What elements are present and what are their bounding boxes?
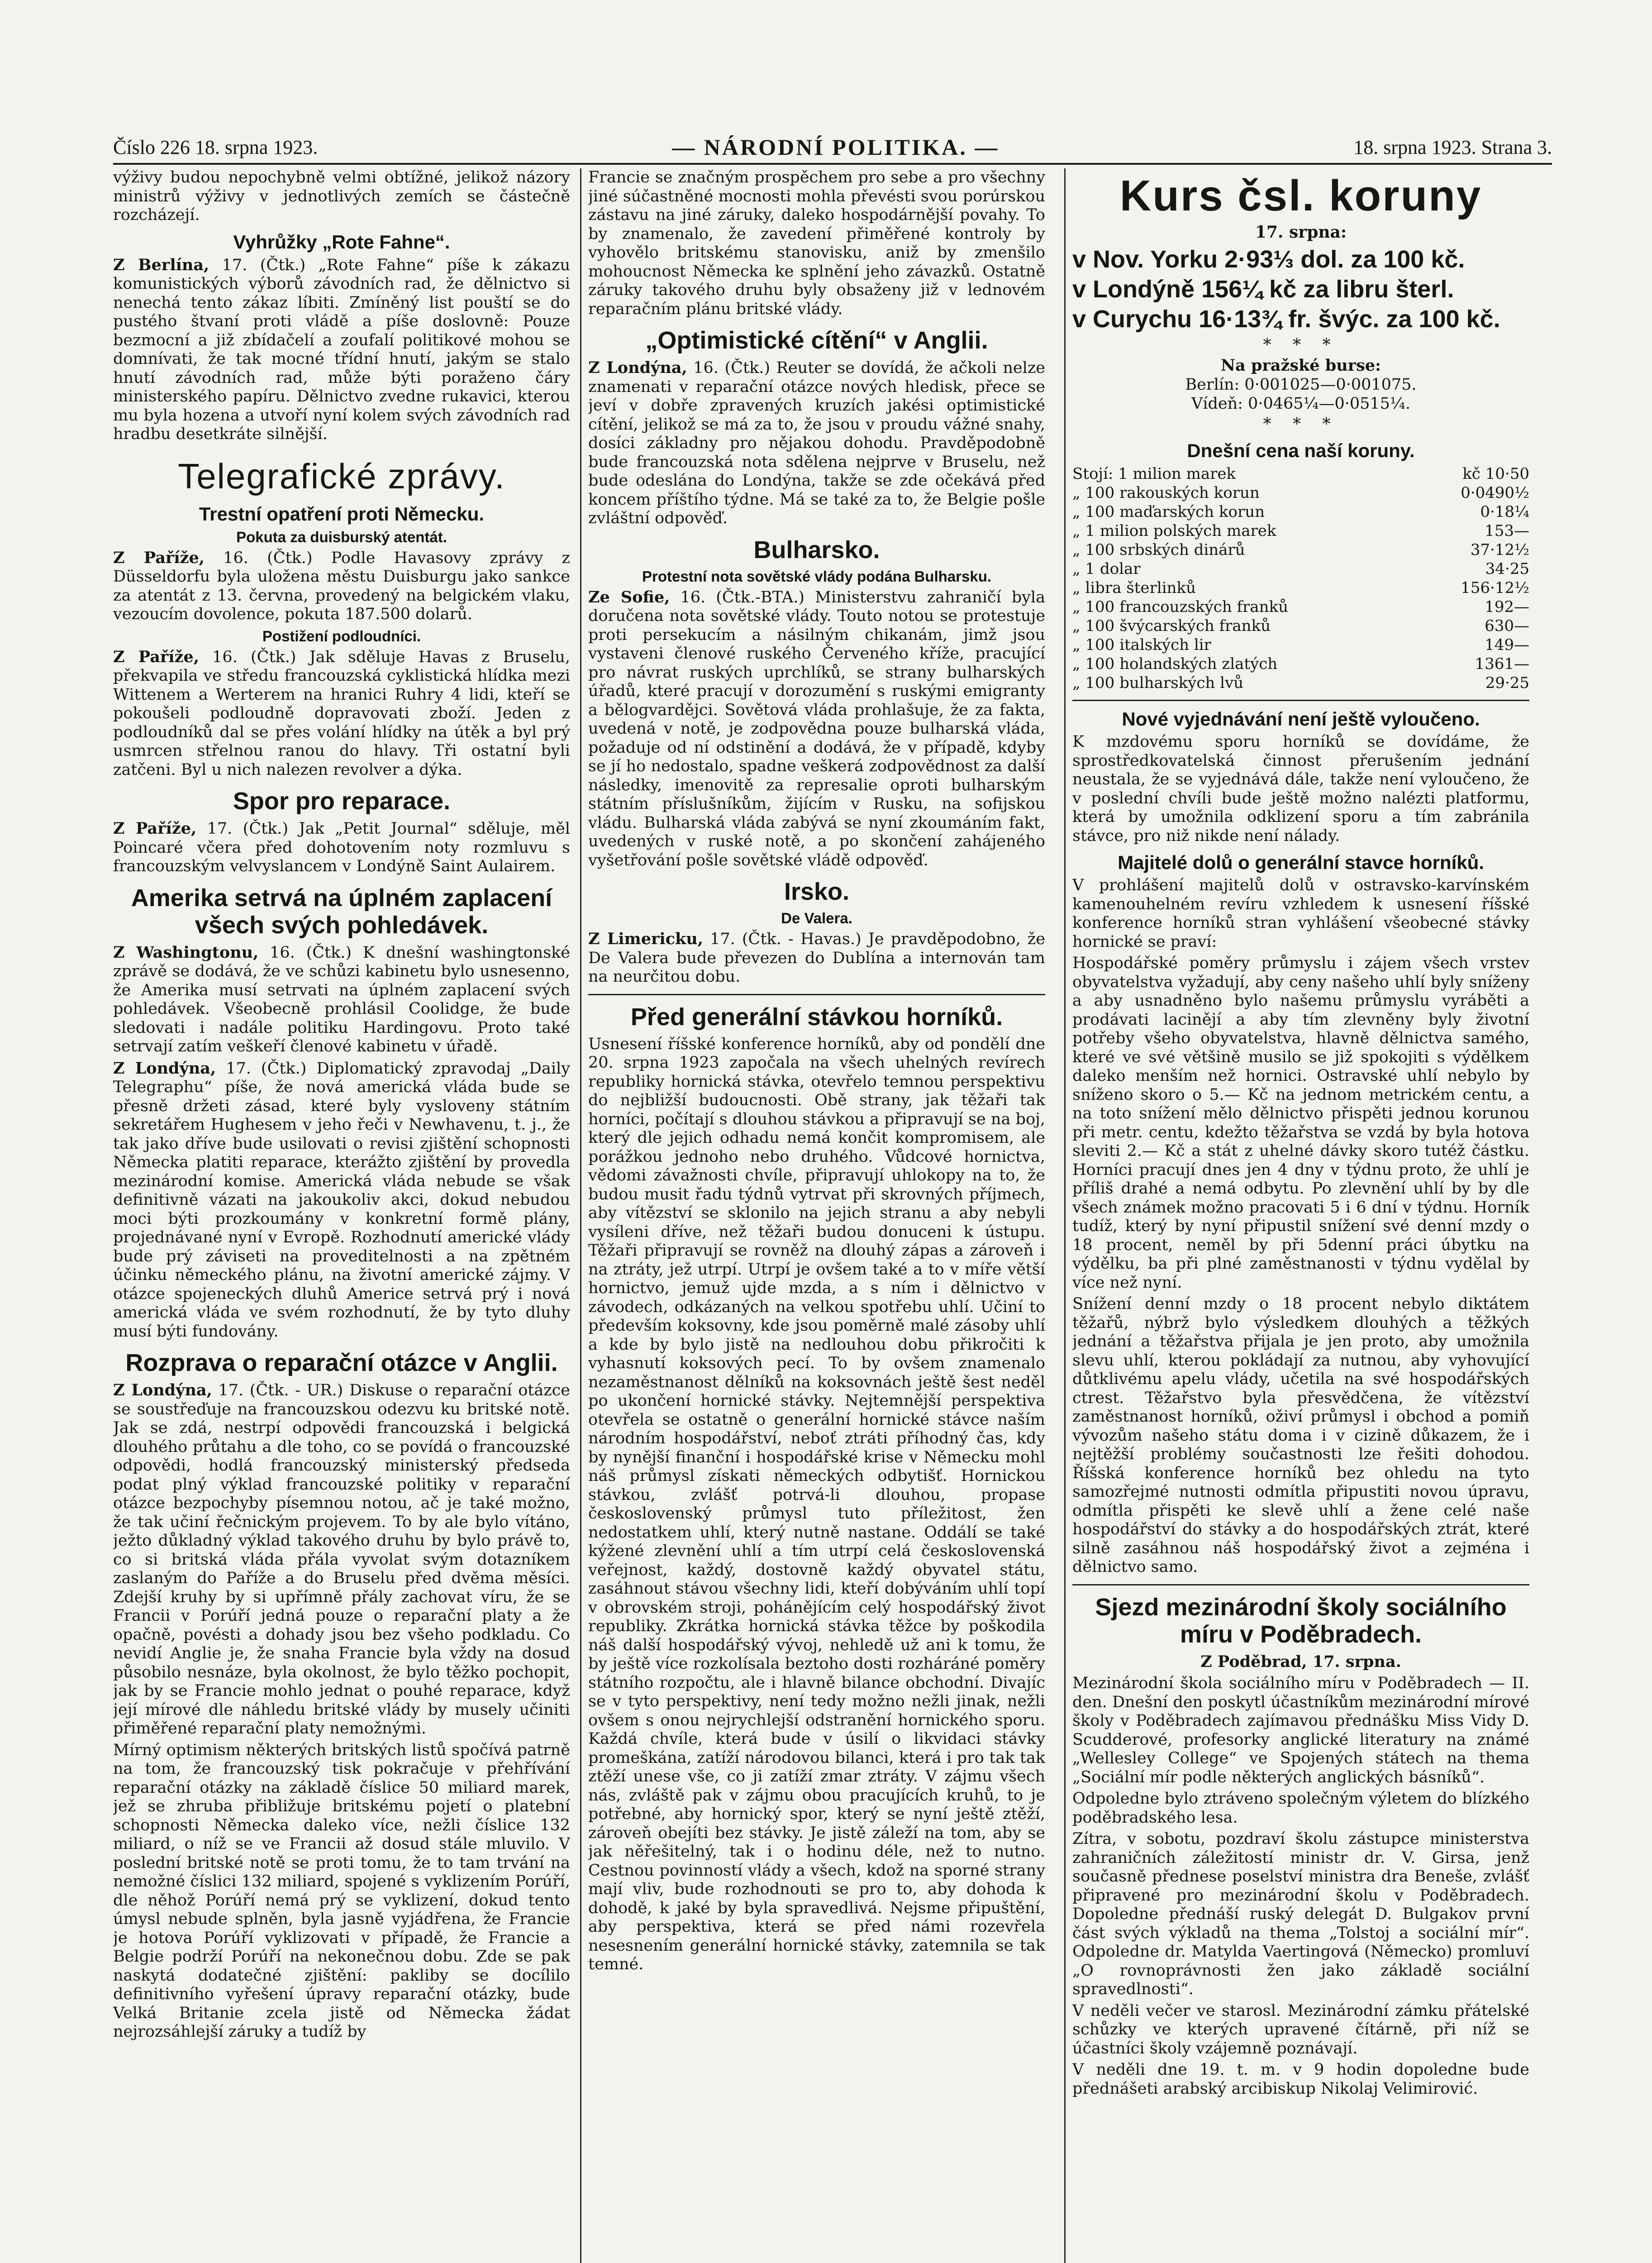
separator-stars: * * * [1263, 415, 1339, 434]
prague-bourse [1072, 356, 1529, 413]
bourse-title: Na pražské burse: [1221, 356, 1381, 375]
currency-label: „ 100 švýcarských franků [1072, 617, 1271, 635]
article-body: Odpoledne bylo ztráveno společným výletem do blízkého poděbradského lesa. [1072, 1790, 1529, 1827]
newspaper-title: — NÁRODNÍ POLITIKA. — [672, 134, 1000, 160]
currency-row [1072, 464, 1529, 483]
section-divider [1072, 1584, 1529, 1585]
column-3 [1072, 168, 1529, 2263]
subheadline-protest-note: Protestní nota sovětské vlády podána Bulharsku. [642, 568, 992, 585]
headline-rote-fahne: Vyhrůžky „Rote Fahne“. [233, 231, 450, 253]
article-body: Hospodářské poměry průmyslu i zájem všech vrstev obyvatelstva vyžadují, aby ceny našeho uhlí byly sníženy a aby usnadněno bylo našemu průmyslu vyráběti a prodávati lacinějí a aby tím zlevněny byly životní potřeby všeho obyvatelstva, hlavně dělnictva samého, které ve své většině musilo se již spokojiti s výdělkem daleko menším než hornici. Ostravské uhlí nebylo by sníženo skoro o 5.— Kč na jednom metrickém centu, a na toto snížení mělo dělnictvo přispěti jednou korunou při metr. centu, kdežto těžařstva se vzdá by byla hotova sleviti 2.— Kč a stát z uhelné dávky skoro tutéž částku. Horníci pracují dnes jen 4 dny v týdnu proto, že uhlí je příliš drahé a nemá odbytu. Po zlevnění uhlí by by dle všech známek možno pracovati 5 i 6 dní v týdnu. Horník tudíž, který by nyní připustil snížení své denní mzdy o 18 procent, neměl by při 5denní práci úbytku na výdělku, ba při plné zaměstnanosti v týdnu vydělal by více než nyní. [1072, 954, 1529, 1292]
currency-value: kč 10·50 [1462, 465, 1529, 483]
rate-london: v Londýně 156¼ kč za libru šterl. [1072, 276, 1454, 303]
currency-row [1072, 654, 1529, 673]
header-rule [113, 163, 1552, 165]
article-body: Mezinárodní škola sociálního míru v Poděbradech — II. den. Dnešní den poskytl účastníkům mezinárodní mírové školy v Poděbradech zajímavou přednášku Miss Vidy D. Scudderové, profesorky anglické literatury na známé „Wellesley College“ ve Spojených státech na thema „Sociální mír podle některých anglických básníků“. [1072, 1674, 1529, 1786]
article-body: Zítra, v sobotu, pozdraví školu zástupce ministerstva zahraničních záležitostí ministr dr. V. Girsa, jenž současně přednese poselství ministra dra Beneše, zvlášť připravené pro mezinárodní školu v Poděbradech. Dopoledne přednáší ruský delegát D. Bulgakov první část svých výkladů na thema „Tolstoj a sociální mír“. Odpoledne dr. Matylda Vaertingová (Německo) promluví „O rovnoprávnosti žen jako základě sociální spravedlnosti“. [1072, 1830, 1529, 1998]
currency-row [1072, 559, 1529, 578]
currency-row [1072, 673, 1529, 692]
article-body: Mírný optimism některých britských listů spočívá patrně na tom, že francouzský tisk pokračuje v přehřívání reparační otázky na základě číslice 50 miliard marek, jež se zhruba přibližuje britskému pojetí o platební schopnosti Německa daleko více, nežli číslice 132 miliard, o níž se ve Francii až dosud stále mluvilo. V poslední britské notě se proti tomu, že to tam trvání na nemožné číslici 132 miliard, spojené s vyklizením Porúří, dle něhož Porúří nemá prý se vyklizení, dokud tento úmysl nebude splněn, byla jasně vyjádřena, že Francie je hotova Porúří vyklizovati v případě, že Francie a Belgie podrží Porúří na nekonečnou dobu. Zde se pak naskytá dodatečné zjištění: pakliby se docílilo definitivního vyřešení úpravy reparační otázky, bude Velká Britanie zcela jistě od Německa žádat nejrozsáhlejší záruky a tudíž by [113, 1741, 570, 2041]
currency-label: „ libra šterlinků [1072, 579, 1196, 597]
separator-stars: * * * [1263, 336, 1339, 354]
headline-sanctions: Trestní opatření proti Německu. [199, 503, 485, 525]
currency-label: „ 100 srbských dinárů [1072, 541, 1245, 559]
currency-value: 149— [1485, 636, 1529, 654]
article-body: Usnesení říšské konference horníků, aby od pondělí dne 20. srpna 1923 započala na všech uhelných revírech republiky hornická stávka, otevřelo temnou perspektivu do nejbližší budoucnosti. Obě strany, jak těžaři tak horníci, počítají s dlouhou stávkou a připravují se na boj, který dle jejich odhadu nemá končit kompromisem, ale porážkou jednoho nebo druhého. Vůdcové hornictva, vědomi závažnosti chvíle, připravují uhlokopy na to, že budou musit řadu týdnů vytrvat při skrovných příjmech, aby vítězství se sklonilo na jejich stranu a aby nebyli vysíleni dříve, než těžaři budou donuceni k ústupu. Těžaři připravují se rovněž na dlouhý zápas a zároveň i na ztráty, jež utrpí. Utrpí je ovšem také a to v míře větší hornictvo, jemuž ujde mzda, a s ním i dělnictvo v závodech, odkázaných na velkou spotřebu uhlí. Učiní to především koksovny, kde jsou poměrně malé zásoby uhlí a kde by bylo jistě na nedlouhou dobu přikročiti k vyhasnutí koksových pecí. To by ovšem znamenalo nezaměstnanost dělníků na koksovnách ještě šest neděl po ukončení hornické stávky. Nejtemnější perspektiva otevřela se ostatně o generální hornické stávce naším národním hospodářství, neboť ztráti příhodný čas, kdy by nynější finanční i hospodářské krise v Německu mohl náš průmysl získati německých odbytišť. Hornickou stávkou, zvlášť potrvá-li dlouhou, propase československý průmysl tuto příležitost, žen nedostatkem uhlí, který nutně nastane. Oddálí se také kýžené zlevnění uhlí a tím utrpí celá československá veřejnost, každý, dostovně každý obyvatel státu, zasáhnout stávou všechny lidi, kteří dobýváním uhlí topí v obrovském stroji, pohánějícím celý hospodářský život republiky. Zkrátka hornická stávka těžce by poškodila náš další hospodářský vývoj, nehledě už ani k tomu, že by ještě více rozkolísala beztoho dosti rozháráné poměry státního rozpočtu, ale i hlavně bilance obchodní. Divajíc se v tyto perspektivy, není tedy možno nežli jinak, nežli ovšem s onou nejrychlejší odstranění hornického sporu. Každá chvíle, která bude v úsilí o likvidaci stávky promeškána, zatíží národovou bilanci, která i pro tak tak ztěží unese vše, co ji zatíží zmar ztráty. V zájmu všech nás, zvláště pak v zájmu obou pracujících kruhů, to je potřebné, aby hornický spor, který se nyní ještě ztěží, zároveň obejíti bez stávky. Je jistě záleží na tom, aby se jak něřešitelný, tak i o hodinu déle, než to nutno. Cestnou povinností vlády a všech, kdož na sporné strany mají vliv, bude rozhodnouti se pro to, aby dohoda k dohodě, k jaké by byla spravedlivá. Nejsme připuštění, aby perspektiva, která se před námi rozevřela nesesnením generální hornické stávky, zatemnila se tak temné. [588, 1035, 1045, 1973]
currency-label: „ 100 bulharských lvů [1072, 674, 1244, 692]
currency-row [1072, 597, 1529, 616]
subheadline-de-valera: De Valera. [781, 910, 852, 926]
article-body: Z Berlína, 17. (Čtk.) „Rote Fahne“ píše k zákazu komunistických výborů závodních rad, že dělnictvo si nenechá tento zákaz líbiti. Zmíněný list pouští se do pustého štvaní proti vládě a píše doslovně: Pouze bezmocní a již zbídačelí a zoufalí politikové mohou se domnívati, že tak mocné třídní hnutí, jakým se stalo hnutí závodních rad, může býti poraženo čáry ministerského papíru. Dělnictvo zvedne rukavici, kterou mu byla hozena a utvoří nyní kolem svých závodních rad hradbu desetkráte silnější. [113, 255, 570, 443]
currency-row [1072, 578, 1529, 597]
article-body: Z Paříže, 17. (Čtk.) Jak „Petit Journal“ sděluje, měl Poincaré včera před dohotovením noty rozmluvu s francouzským velvyslancem v Londýně Saint Aulairem. [113, 819, 570, 875]
article-body: Ze Sofie, 16. (Čtk.-BTA.) Ministerstvu zahraničí byla doručena nota sovětské vlády. Touto notou se protestuje proti persekucím a násilným chikanám, jimž jsou vystaveni členové ruského Červeného kříže, pracující pro návrat ruských uprchlíků, se strany bulharských úřadů, které pracují v dorozumění s ruskými emigranty a bělogvardějci. Sovětová vláda prohlašuje, že za fakta, uvedená v notě, je zodpovědna pouze bulharská vláda, požaduje od ní odstinění a dodává, že v případě, kdyby se jí ho nedostalo, spadne veškerá zodpovědnost za další následky, imenovitě za represalie oproti bulharským státním příslušníkům, žijícím v Rusku, na sofijskou vládu. Bulharská vláda zabývá se nyní zkoumáním fakt, uvedených v ruské notě, a po skončení zahájeného vyšetřování pošle sovětské vládě odpověď. [588, 587, 1045, 869]
headline-today-price: Dnešní cena naší koruny. [1187, 440, 1415, 461]
article-body: Z Londýna, 17. (Čtk. - UR.) Diskuse o reparační otázce se soustřeďuje na francouzskou odezvu ku britské notě. Jak se zdá, nestrpí odpovědi francouzská i belgická dlouhého průtahu a dle toho, co se povídá o francouzské odpovědi, hodlá francouzský ministerský předseda podat plný výklad francouzské politiky v reparační otázce bezpochyby písemnou notou, ač je také možno, že tak učiní řečnickým projevem. To by ale bylo vítáno, ježto důkladný výklad takového druhu by bylo právě to, co si britská vláda přála vyvolat svým dotazníkem zaslaným do Paříže a do Bruselu před dvěma měsíci. Zdejší kruhy by si upřímně přály zachovat víru, že se Francii v Porúří jedná pouze o reparační platy a že opačně, povésti a dohady jsou bez všeho podkladu. Co nevidí Anglie je, že snaha Francie byla vždy na dosud působilo nesnáze, byla okolnost, že bylo těžko pochopit, jak by se Francie mohlo jednat o pouhé reparace, když její mírové dle náhledu britské vlády by musely učiniti přiměřené reparační platy nemožnými. [113, 1381, 570, 1738]
header-issue-info: Číslo 226 18. srpna 1923. [113, 136, 318, 158]
article-body: V prohlášení majitelů dolů v ostravsko-karvínském kamenouhelném revíru vzhledem k usnesení říšské konference horníků stran vyhlášení všeobecné stávky hornické se praví: [1072, 876, 1529, 951]
column-separator [580, 168, 581, 2263]
headline-exchange-rate: Kurs čsl. koruny [1119, 172, 1482, 220]
currency-value: 192— [1485, 598, 1529, 616]
currency-value: 153— [1485, 522, 1529, 540]
headline-miners-strike: Před generální stávkou horníků. [630, 1003, 1003, 1031]
currency-label: „ 1 dolar [1072, 560, 1141, 578]
rate-berlin: Berlín: 0·001025—0·001075. [1185, 376, 1417, 394]
article-continuation: Francie se značným prospěchem pro sebe a pro všechny jiné súčastněné mocnosti mohla převésti svou porúrskou zástavu na jiné záruky, daleko hospodárnější povahy. To by znamenalo, že zavedení přiměřené kontroly by vyhovělo britskému stanovisku, aniž by zmenšilo mohoucnost Německa ke splnění jeho závazků. Ostatně záruky takového druhu byly obsaženy již v lednovém reparačním plánu britské vlády. [588, 168, 1045, 318]
headline-america: Amerika setrvá na úplném zaplacení všech svých pohledávek. [131, 884, 552, 939]
currency-value: 0·0490½ [1461, 484, 1529, 502]
headline-reparations-dispute: Spor pro reparace. [233, 788, 451, 815]
section-title-telegrams: Telegrafické zprávy. [178, 456, 505, 496]
column-2 [588, 168, 1045, 2263]
currency-table [1072, 464, 1529, 692]
headline-optimism: „Optimistické cítění“ v Anglii. [645, 327, 988, 354]
currency-label: „ 100 rakouských korun [1072, 484, 1260, 502]
subheadline-fine: Pokuta za duisburský atentát. [236, 528, 447, 545]
column-1 [113, 168, 570, 2263]
article-body: Z Limericku, 17. (Čtk. - Havas.) Je pravděpodobno, že De Valera bude převezen do Dublína a internován tam na neurčitou dobu. [588, 930, 1045, 986]
section-divider [588, 994, 1045, 995]
article-body: Z Londýna, 16. (Čtk.) Reuter se dovídá, že ačkoli nelze znamenati v reparační otázce nových hledisk, přece se jeví v dobře zpravených kruzích jakési optimistické cítění, jelikož se má za to, že jsou v proudu vážné snahy, dosíci základny pro nějakou dohodu. Pravděpodobně bude francouzská nota sdělena nejprve v Bruselu, než bude odeslána do Londýna, takže se zde očekává před koncem příštího týdne. Má se také za to, že Belgie pošle zvláštní odpověď. [588, 358, 1045, 527]
currency-value: 34·25 [1485, 560, 1529, 578]
article-body: Z Londýna, 17. (Čtk.) Diplomatický zpravodaj „Daily Telegraphu“ píše, že nová americká vláda bude se přesně držeti zásad, které byly vysloveny státním sekretářem Hughesem v jeho řeči v Newhavenu, t. j., že tak jako dříve bude usilovati o revisi zjištění schopnosti Německa platiti reparace, kterážto zjištění by provedla mezinárodní komise. Americká vláda nebude se však definitivně vázati na jakoukoliv akci, dokud nebudou moci býti prozkoumány v konkretní formě plány, projednávané nyní v Evropě. Rozhodnutí americké vlády bude prý záviseti na proveditelnosti a na zpětném účinku německého plánu, na životní americké zájmy. V otázce spojeneckých dluhů Americe setrvá prý i nová americká vláda ve svém rozhodnutí, že by tyto dluhy musí býti fundovány. [113, 1059, 570, 1341]
article-body: Z Paříže, 16. (Čtk.) Podle Havasovy zprávy z Düsseldorfu byla uložena městu Duisburgu jako sankce za atentát z 13. června, provedený na belgickém vlaku, vezoucím dovolence, pokuta 187.500 dolarů. [113, 548, 570, 623]
headline-england-debate: Rozprava o reparační otázce v Anglii. [125, 1349, 558, 1376]
currency-row [1072, 521, 1529, 540]
column-separator [1064, 168, 1066, 2263]
currency-label: „ 100 holandských zlatých [1072, 655, 1278, 673]
currency-label: „ 100 maďarských korun [1072, 503, 1265, 521]
dateline: Z Poděbrad, 17. srpna. [1200, 1652, 1401, 1671]
headline-mine-owners: Majitelé dolů o generální stavce horníků. [1118, 852, 1484, 873]
currency-value: 1361— [1475, 655, 1529, 673]
currency-label: „ 1 milion polských marek [1072, 522, 1276, 540]
currency-row [1072, 616, 1529, 635]
article-body: V neděli dne 19. t. m. v 9 hodin dopoledne bude přednášeti arabský arcibiskup Nikolaj Velimirović. [1072, 2061, 1529, 2098]
subheadline-smugglers: Postižení podloudníci. [262, 627, 421, 645]
currency-row [1072, 483, 1529, 502]
article-continuation: výživy budou nepochybně velmi obtížné, jelikož názory ministrů výživy v jednotlivých zemích se částečně rozcházejí. [113, 168, 570, 224]
rate-new-york: v Nov. Yorku 2·93⅓ dol. za 100 kč. [1072, 246, 1465, 273]
header-page-info: 18. srpna 1923. Strana 3. [1353, 136, 1552, 158]
currency-value: 156·12½ [1461, 579, 1529, 597]
article-body: V neděli večer ve starosl. Mezinárodní zámku přátelské schůzky ve kterých upravené čítárně, při níž se účastníci školy vzájemně poznávají. [1072, 2001, 1529, 2058]
article-body: Z Paříže, 16. (Čtk.) Jak sděluje Havas z Bruselu, překvapila ve středu francouzská cyklistická hlídka mezi Wittenem a Werterem na hranici Ruhry 4 lidi, kteří se pokoušeli podloudně dopravovati zboží. Jeden z podloudníků dal se přes volání hlídky na útěk a byl prý usmrcen střelnou ranou do hlavy. Tři ostatní byli zatčeni. Byl u nich nalezen revolver a dýka. [113, 647, 570, 779]
section-divider [1072, 700, 1529, 701]
rate-zurich: v Curychu 16·13¾ fr. švýc. za 100 kč. [1072, 306, 1500, 333]
currency-value: 630— [1485, 617, 1529, 635]
article-body: Snížení denní mzdy o 18 procent nebylo diktátem těžařů, nýbrž bylo výsledkem dlouhých a těžkých jednání a těžařstva přijala je jen proto, aby umožnila slevu uhlí, kterou pokládají za nutnou, aby vyhovující důtklivému apelu vlády, učetila na své hospodářských ctrest. Těžařstvo byla přesvědčena, že vítězství zaměstnanost horníků, oživí průmysl i obchod a pomiň vývozům našeho státu doma i v cizině důkazem, že i nejtěžší problémy součastnosti lze řešiti dohodou. Říšská konference horníků bez ohledu na tyto samozřejmé nutnosti odmítla připustiti novou úpravu, odmítla přispěti ke slevě uhlí a žene celé naše hospodářství do stávky a do hospodářských ztrát, které silně zasáhnou náš hospodářský život a zejména i dělnictvo samo. [1072, 1295, 1529, 1576]
headline-peace-school: Sjezd mezinárodní školy sociálního míru v Poděbradech. [1095, 1593, 1507, 1648]
headline-bulgaria: Bulharsko. [753, 536, 880, 563]
currency-value: 0·18¼ [1480, 503, 1529, 521]
currency-label: „ 100 italských lir [1072, 636, 1211, 654]
exchange-date: 17. srpna: [1255, 223, 1347, 242]
currency-row [1072, 635, 1529, 654]
headline-negotiation: Nové vyjednávání není ještě vyloučeno. [1122, 708, 1480, 730]
headline-ireland: Irsko. [784, 878, 850, 905]
currency-label: „ 100 francouzských franků [1072, 598, 1288, 616]
currency-value: 29·25 [1485, 674, 1529, 692]
page-header [113, 131, 1552, 163]
currency-row [1072, 502, 1529, 521]
currency-value: 37·12½ [1470, 541, 1529, 559]
rate-vienna: Vídeň: 0·0465¼—0·0515¼. [1191, 395, 1410, 413]
currency-label: Stojí: 1 milion marek [1072, 465, 1236, 483]
currency-row [1072, 540, 1529, 559]
article-body: Z Washingtonu, 16. (Čtk.) K dnešní washingtonské zprávě se dodává, že ve schůzi kabinetu bylo usnesenno, že Amerika musí setrvati na úplném zaplacení svých pohledávek. Všeobecně prohlásil Coolidge, že bude sledovati i nadále politiku Hardingovu. Proto také setrvají zatím veškeří členové kabinetu v úřadě. [113, 943, 570, 1055]
article-body: K mzdovému sporu horníků se dovídáme, že sprostředkovatelská činnost přerušením jednání neustala, že se vyjednává dále, takže není vyloučeno, že v poslední chvíli bude ještě možno nalézti platformu, která by umožnila odklizení sporu a tím zabránila stávce, pro niž nikde není nálady. [1072, 733, 1529, 845]
